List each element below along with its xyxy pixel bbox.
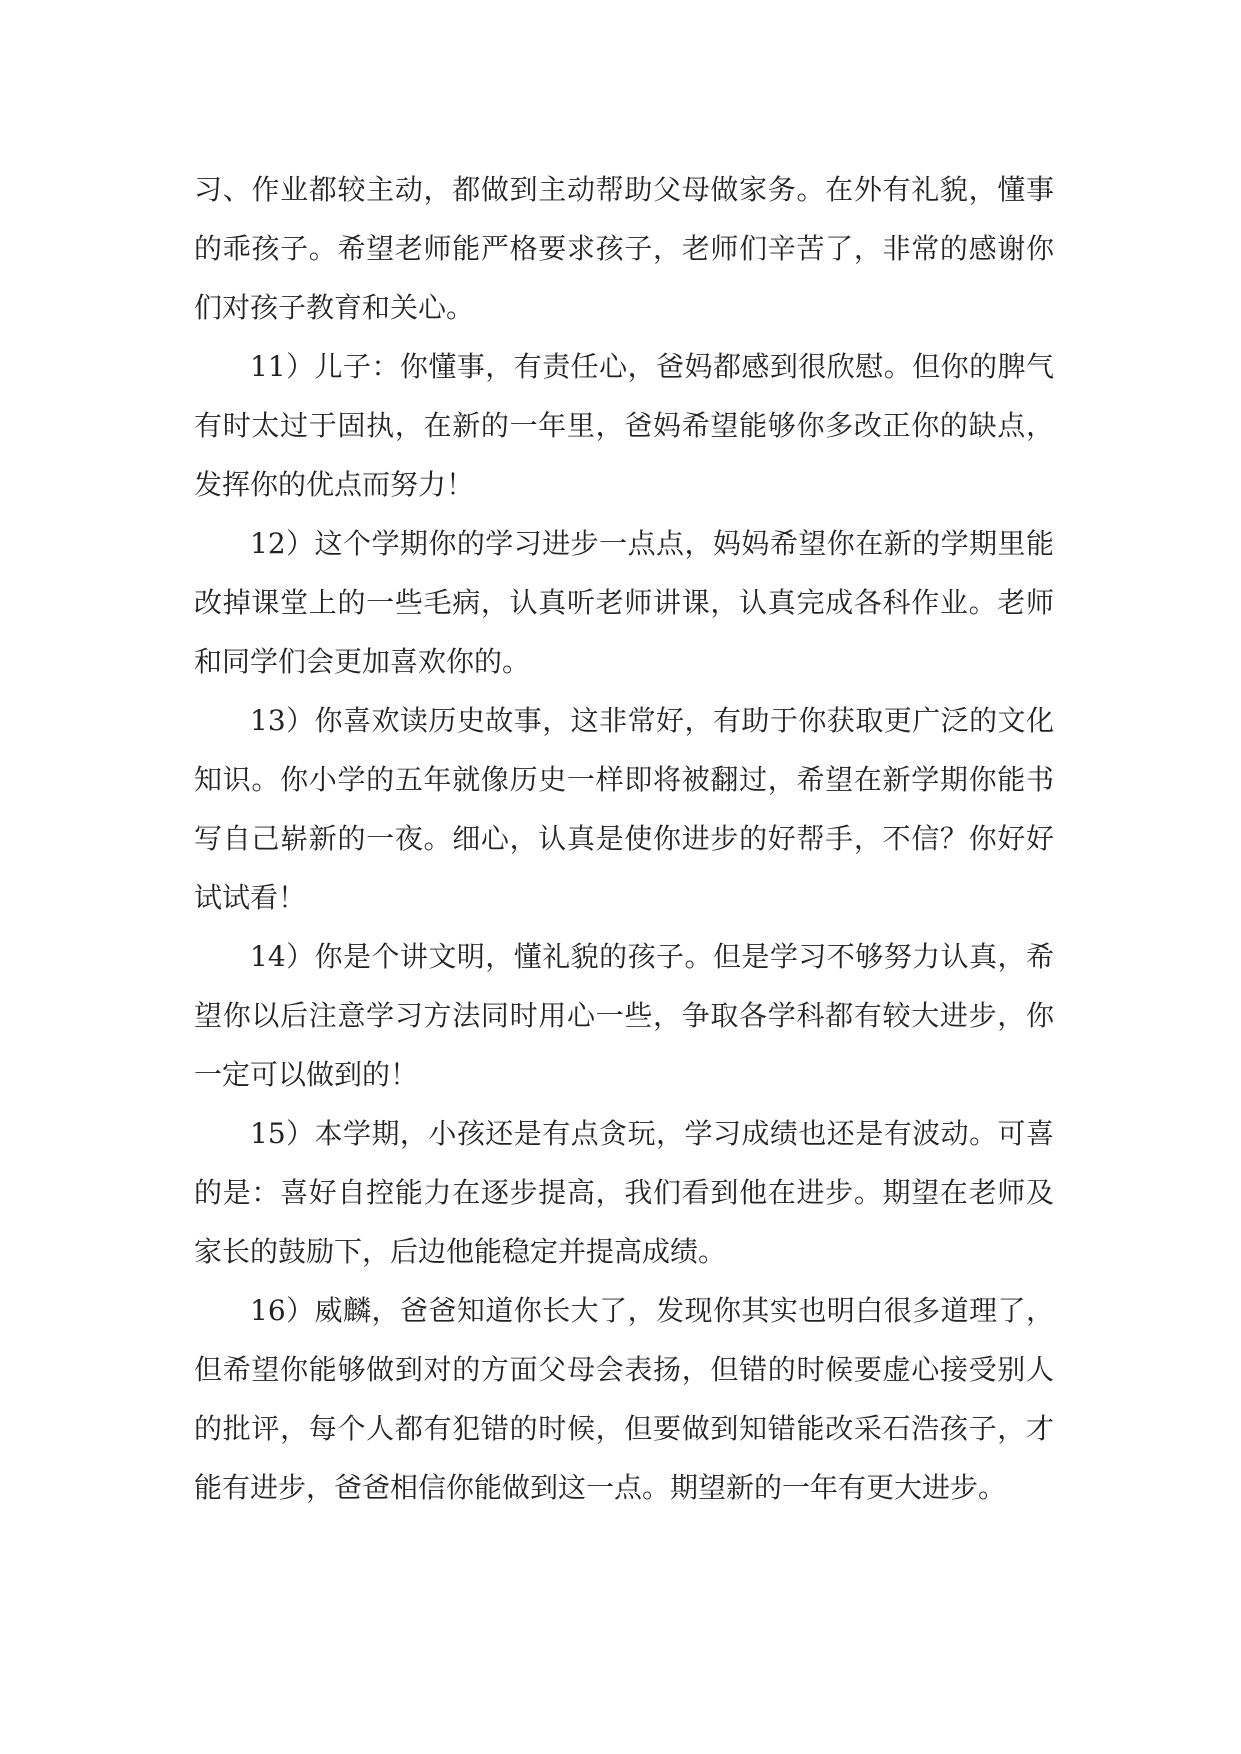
paragraph-item-16: 16）威麟，爸爸知道你长大了，发现你其实也明白很多道理了，但希望你能够做到对的方面父母会表扬，但错的时候要虚心接受别人的批评，每个人都有犯错的时候，但要做到知错能改采石浩孩子，才能有进步，爸爸相信你能做到这一点。期望新的一年有更大进步。 (194, 1294, 1054, 1504)
paragraph-item-13: 13）你喜欢读历史故事，这非常好，有助于你获取更广泛的文化知识。你小学的五年就像历史一样即将被翻过，希望在新学期你能书写自己崭新的一夜。细心，认真是使你进步的好帮手，不信？你好好试试看！ (194, 704, 1054, 914)
paragraph-item-15: 15）本学期，小孩还是有点贪玩，学习成绩也还是有波动。可喜的是：喜好自控能力在逐步提高，我们看到他在进步。期望在老师及家长的鼓励下，后边他能稳定并提高成绩。 (194, 1117, 1054, 1268)
paragraph-continuation: 习、作业都较主动，都做到主动帮助父母做家务。在外有礼貌，懂事的乖孩子。希望老师能严格要求孩子，老师们辛苦了，非常的感谢你们对孩子教育和关心。 (194, 173, 1054, 324)
paragraph-item-11: 11）儿子：你懂事，有责任心，爸妈都感到很欣慰。但你的脾气有时太过于固执，在新的一年里，爸妈希望能够你多改正你的缺点，发挥你的优点而努力！ (194, 350, 1054, 501)
paragraph-item-14: 14）你是个讲文明，懂礼貌的孩子。但是学习不够努力认真，希望你以后注意学习方法同时用心一些，争取各学科都有较大进步，你一定可以做到的！ (194, 940, 1054, 1091)
paragraph-item-12: 12）这个学期你的学习进步一点点，妈妈希望你在新的学期里能改掉课堂上的一些毛病，认真听老师讲课，认真完成各科作业。老师和同学们会更加喜欢你的。 (194, 527, 1054, 678)
document-body (194, 160, 1054, 1517)
